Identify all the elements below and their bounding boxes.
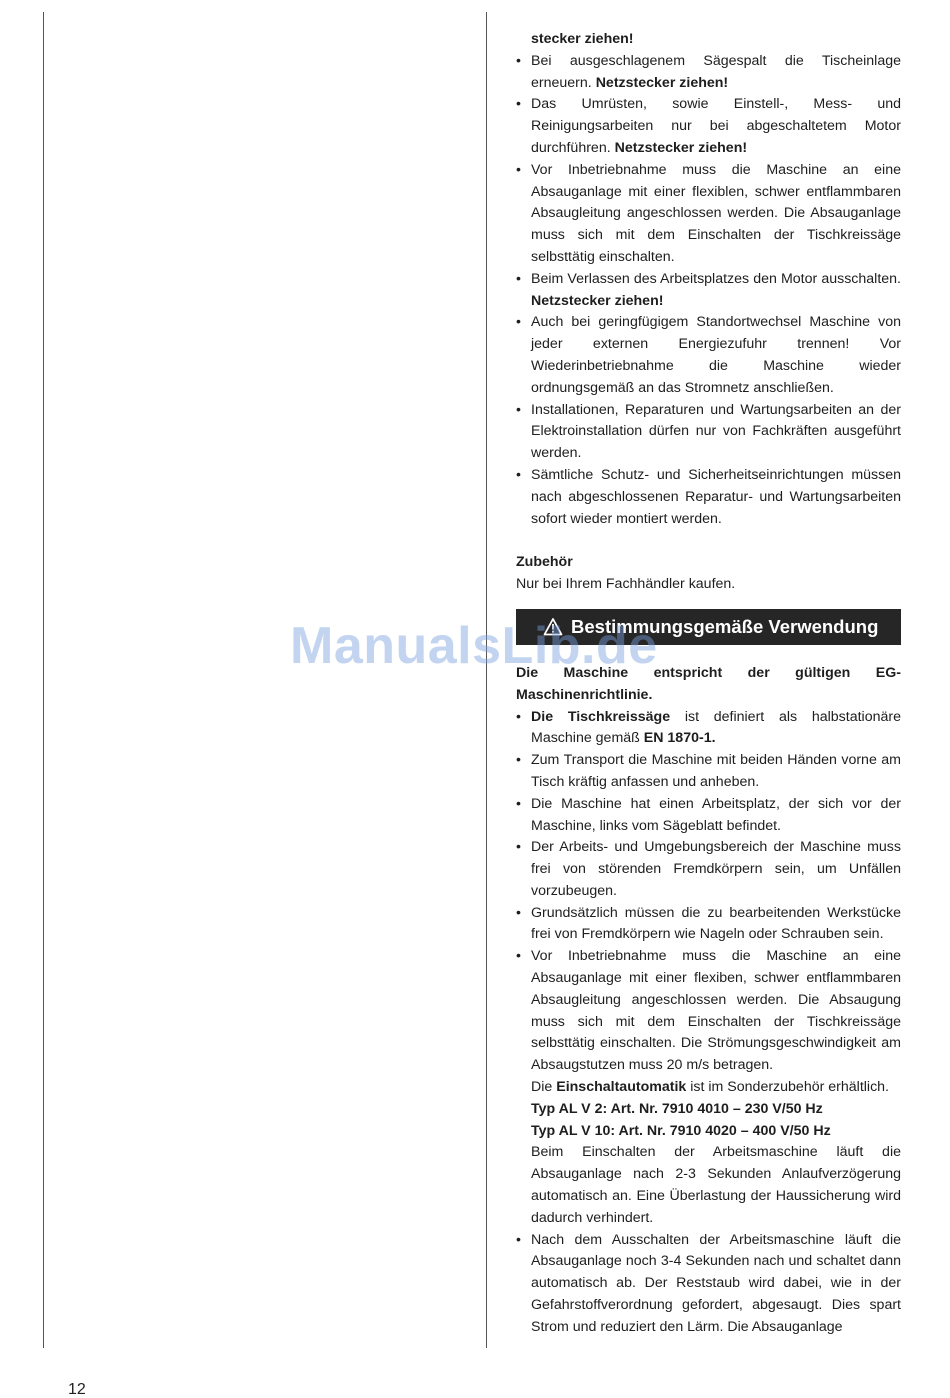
zubehoer-heading: Zubehör [516,554,573,571]
usage-item: • Zum Transport die Maschine mit beiden Händen vorne am Tisch kräftig anfassen und anheben. [516,750,901,794]
column-divider-rule [486,12,487,1348]
usage-item: • Der Arbeits- und Umgebungsbereich der Maschine muss frei von störenden Fremdkörpern sein, um Unfällen vorzubeugen. [516,837,901,902]
safety-item: • Das Umrüsten, sowie Einstell-, Mess- und Reinigungsarbeiten nur bei abgeschaltetem Motor durchführen. Netzstecker ziehen! [516,94,901,159]
usage-item: • Die Maschine hat einen Arbeitsplatz, der sich vor der Maschine, links vom Sägeblatt befindet. [516,794,901,838]
safety-item: • Vor Inbetriebnahme muss die Maschine an eine Absauganlage mit einer flexiblen, schwer entflammbaren Absaugleitung angeschlossen werden. Die Absauganlage muss sich mit dem Einschalten der Tischkreissäge selbsttätig einschalten. [516,160,901,269]
section-intro: Die Maschine entspricht der gültigen EG-Maschinenrichtlinie. [516,664,901,703]
usage-list-end [516,1230,901,1339]
left-margin-rule [43,12,44,1348]
safety-item: • Auch bei geringfügigem Standortwechsel Maschine von jeder externen Energiezufuhr trennen! Vor Wiederinbetriebnahme die Maschine wieder ordnungsgemäß an das Stromnetz anschließen. [516,312,901,399]
page-number: 12 [68,1381,86,1398]
safety-list [516,51,901,531]
safety-item: • Installationen, Reparaturen und Wartungsarbeiten an der Elektroinstallation dürfen nur von Fachkräften ausgeführt werden. [516,400,901,465]
usage-item: • Die Tischkreissäge ist definiert als halbstationäre Maschine gemäß EN 1870-1. [516,707,901,751]
usage-item: • Grundsätzlich müssen die zu bearbeitenden Werkstücke frei von Fremdkörpern wie Nageln oder Schrauben sein. [516,903,901,947]
safety-item: • Bei ausgeschlagenem Sägespalt die Tischeinlage erneuern. Netzstecker ziehen! [516,51,901,95]
einschalt-note: Die Einschaltautomatik ist im Sonderzubehör erhältlich. [531,1079,889,1096]
right-text-column [516,29,901,1339]
watermark: ManualsLib.de [290,617,658,675]
continued-warning-line: stecker ziehen! [531,31,634,47]
usage-item: • Vor Inbetriebnahme muss die Maschine an eine Absauganlage mit einer flexiben, schwer entflammbaren Absaugleitung angeschlossen werden. Die Absaugung muss sich mit dem Einschalten der Tischkreissäge selbsttätig einschalten. Die Strömungsgeschwindigkeit am Absaugstutzen muss 20 m/s betragen. [516,946,901,1077]
safety-item: • Beim Verlassen des Arbeitsplatzes den Motor ausschalten. Netzstecker ziehen! [516,269,901,313]
safety-item: • Sämtliche Schutz- und Sicherheitseinrichtungen müssen nach abgeschlossenen Reparatur- und Wartungsarbeiten sofort wieder montiert werden. [516,465,901,530]
section-title: Bestimmungsgemäße Verwendung [571,615,879,637]
type-line-1: Typ AL V 2: Art. Nr. 7910 4010 – 230 V/50 Hz [531,1100,823,1117]
zubehoer-text: Nur bei Ihrem Fachhändler kaufen. [516,576,736,593]
usage-list [516,707,901,1078]
type-line-2: Typ AL V 10: Art. Nr. 7910 4020 – 400 V/50 Hz [531,1122,831,1139]
usage-item: • Nach dem Ausschalten der Arbeitsmaschine läuft die Absauganlage noch 3-4 Sekunden nach und schaltet dann automatisch ab. Der Reststaub wird dabei, wie in der Gefahrstoffverordnung gefordert, abgesaugt. Dies spart Strom und reduziert den Lärm. Die Absauganlage [516,1230,901,1339]
einschalt-description: Beim Einschalten der Arbeitsmaschine läuft die Absauganlage nach 2-3 Sekunden Anlaufverzögerung automatisch an. Eine Überlastung der Haussicherung wird dadurch verhindert. [531,1144,901,1226]
